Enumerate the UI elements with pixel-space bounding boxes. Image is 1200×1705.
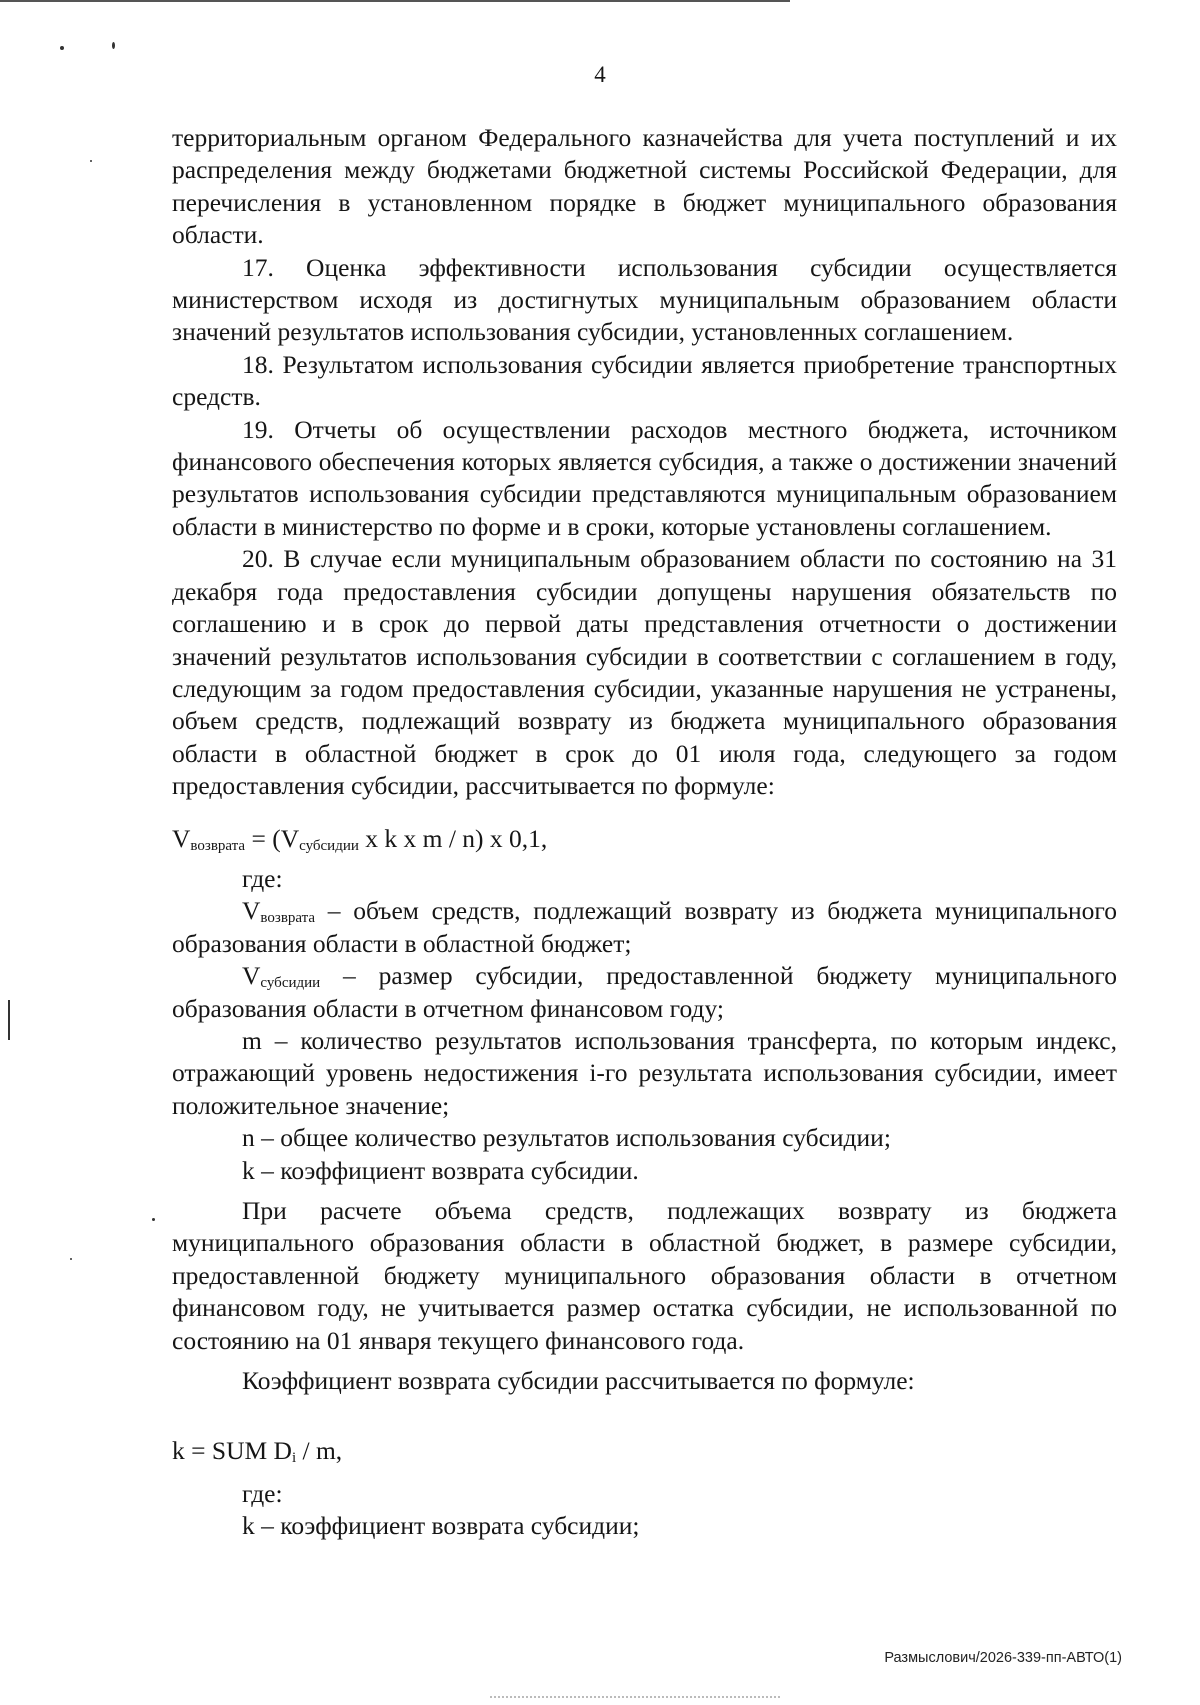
- paragraph-20: 20. В случае если муниципальным образованием области по состоянию на 31 декабря года предоставления субсидии допущены нарушения обязательств по соглашению и в срок до первой даты представления отчетности о достижении значений результатов использования субсидии в соответствии с соглашением в году, следующим за годом предоставления субсидии, указанные нарушения не устранены, объем средств, подлежащий возврату из бюджета муниципального образования области в областной бюджет в срок до 01 июля года, следующего за годом предоставления субсидии, рассчитывается по формуле:: [172, 544, 1117, 801]
- paragraph-19: 19. Отчеты об осуществлении расходов местного бюджета, источником финансового обеспечения которых является субсидия, а также о достижении значений результатов использования субсидии представляются муниципальным образованием области в министерство по форме и в сроки, которые установлены соглашением.: [172, 414, 1117, 541]
- where-label-2: где:: [242, 1478, 283, 1508]
- calculation-note: При расчете объема средств, подлежащих возврату из бюджета муниципального образования области в областной бюджет, в размере субсидии, предоставленной бюджету муниципального образования области в отчетном финансовом году, не учитывается размер остатка субсидии, не использованной по состоянию на 01 января текущего финансового года.: [172, 1196, 1117, 1355]
- definition-k: k – коэффициент возврата субсидии.: [242, 1155, 639, 1185]
- where-label: где:: [242, 863, 283, 893]
- return-volume-formula: $V_{возврата} = (V_{субсидии}$ x k x m / n) x 0,1,: [172, 823, 548, 854]
- paragraph-18: 18. Результатом использования субсидии является приобретение транспортных средств.: [172, 349, 1117, 412]
- definition-k-2: k – коэффициент возврата субсидии;: [242, 1511, 640, 1541]
- scan-bottom-edge: [490, 1696, 780, 1701]
- scan-speck: [112, 42, 115, 49]
- scan-speck: [90, 160, 92, 162]
- paragraph-16-continuation: территориальным органом Федерального казначейства для учета поступлений и их распределения между бюджетами бюджетной системы Российской Федерации, для перечисления в установленном порядке в бюджет муниципального образования области.: [172, 123, 1117, 250]
- return-coefficient-formula: k = SUM $D_i$ / m,: [172, 1436, 343, 1467]
- definition-v-subsidy: $V_{субсидии}$ – размер субсидии, предоставленной бюджету муниципального образования области в отчетном финансовом году;: [172, 961, 1117, 1023]
- scan-top-edge: [0, 0, 790, 2]
- definition-n: n – общее количество результатов использования субсидии;: [242, 1123, 891, 1153]
- definition-m: m – количество результатов использования трансферта, по которым индекс, отражающий уровень недостижения i-го результата использования субсидии, имеет положительное значение;: [172, 1025, 1117, 1120]
- document-body: [172, 122, 1117, 1543]
- document-footer-code: Размыслович/2026-339-пп-АВТО(1): [884, 1650, 1122, 1666]
- scan-speck: [60, 46, 64, 50]
- scan-speck: [152, 1218, 155, 1221]
- scan-speck: [70, 1258, 72, 1260]
- definition-v-return: $V_{возврата}$ – объем средств, подлежащий возврату из бюджета муниципального образования области в областной бюджет;: [172, 896, 1117, 958]
- page-number: 4: [594, 62, 606, 87]
- paragraph-17: 17. Оценка эффективности использования субсидии осуществляется министерством исходя из достигнутых муниципальным образованием области значений результатов использования субсидии, установленных соглашением.: [172, 252, 1117, 347]
- coefficient-intro: Коэффициент возврата субсидии рассчитывается по формуле:: [242, 1366, 915, 1396]
- scan-speck: [8, 1000, 10, 1040]
